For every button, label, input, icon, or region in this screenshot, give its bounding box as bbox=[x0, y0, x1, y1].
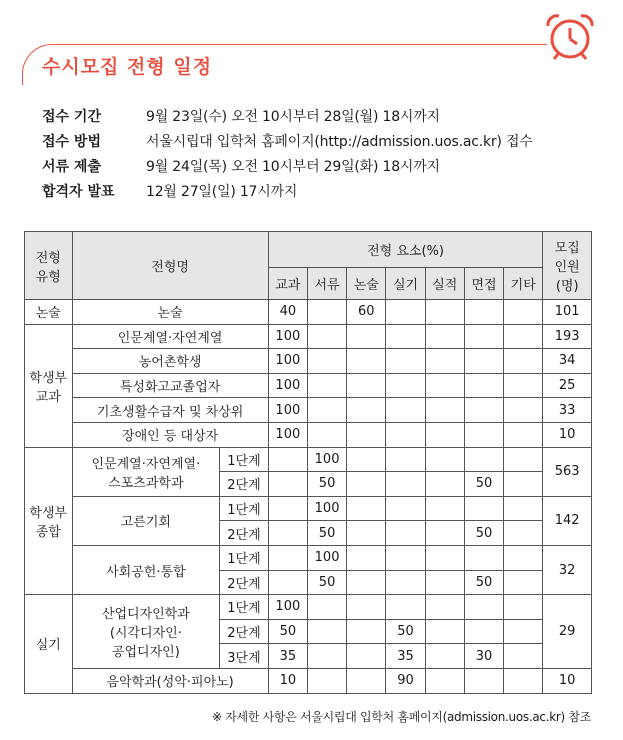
value-cell: 100 bbox=[268, 422, 307, 447]
header-sub: 실기 bbox=[386, 268, 425, 300]
header-elements: 전형 요소(%) bbox=[268, 232, 543, 268]
stage-cell: 1단계 bbox=[220, 595, 269, 620]
value-cell: 100 bbox=[268, 373, 307, 398]
table-row bbox=[25, 373, 592, 398]
value-cell: 90 bbox=[386, 668, 425, 693]
name-cell: 특성화고교졸업자 bbox=[72, 373, 268, 398]
info-label: 서류 제출 bbox=[42, 158, 101, 175]
capacity-cell: 142 bbox=[543, 496, 592, 545]
value-cell: 100 bbox=[307, 447, 346, 472]
name-cell: 장애인 등 대상자 bbox=[72, 422, 268, 447]
info-value: 12월 27일(일) 17시까지 bbox=[146, 183, 298, 200]
header-name: 전형명 bbox=[72, 232, 268, 300]
stage-cell: 3단계 bbox=[220, 644, 269, 669]
table-row bbox=[25, 324, 592, 349]
value-cell: 100 bbox=[268, 324, 307, 349]
footnote: ※ 자세한 사항은 서울시립대 입학처 홈페이지(admission.uos.ac.kr) 참조 bbox=[211, 710, 591, 724]
name-cell: 논술 bbox=[72, 300, 268, 325]
stage-cell: 2단계 bbox=[220, 472, 269, 497]
name-cell: 인문계열·자연계열 bbox=[72, 324, 268, 349]
capacity-cell: 29 bbox=[543, 595, 592, 669]
value-cell: 30 bbox=[464, 644, 503, 669]
value-cell: 50 bbox=[386, 619, 425, 644]
title-frame bbox=[22, 34, 602, 84]
stage-cell: 1단계 bbox=[220, 545, 269, 570]
table-row bbox=[25, 545, 592, 570]
header-sub: 교과 bbox=[268, 268, 307, 300]
value-cell: 10 bbox=[268, 668, 307, 693]
value-cell: 100 bbox=[268, 595, 307, 620]
alarm-clock-icon bbox=[542, 12, 598, 62]
value-cell: 60 bbox=[347, 300, 386, 325]
value-cell: 50 bbox=[464, 472, 503, 497]
capacity-cell: 10 bbox=[543, 422, 592, 447]
header-sub: 기타 bbox=[504, 268, 543, 300]
title-frame-line bbox=[62, 44, 547, 45]
value-cell: 40 bbox=[268, 300, 307, 325]
header-sub: 실적 bbox=[425, 268, 464, 300]
info-label: 합격자 발표 bbox=[42, 183, 115, 200]
value-cell: 50 bbox=[464, 521, 503, 546]
capacity-cell: 193 bbox=[543, 324, 592, 349]
type-cell: 학생부 종합 bbox=[25, 447, 73, 595]
schedule-info bbox=[42, 103, 533, 203]
table-row bbox=[25, 447, 592, 472]
info-row-announcement bbox=[42, 178, 533, 203]
value-cell: 50 bbox=[268, 619, 307, 644]
value-cell: 100 bbox=[268, 349, 307, 374]
table-row bbox=[25, 668, 592, 693]
value-cell: 50 bbox=[464, 570, 503, 595]
header-type: 전형 유형 bbox=[25, 232, 73, 300]
schedule-table bbox=[24, 231, 592, 694]
type-cell: 논술 bbox=[25, 300, 73, 325]
info-label: 접수 방법 bbox=[42, 133, 101, 150]
info-row-method bbox=[42, 128, 533, 153]
table-row bbox=[25, 496, 592, 521]
value-cell: 50 bbox=[307, 570, 346, 595]
stage-cell: 1단계 bbox=[220, 496, 269, 521]
name-cell: 산업디자인학과 (시각디자인· 공업디자인) bbox=[72, 595, 220, 669]
table-row bbox=[25, 300, 592, 325]
value-cell: 100 bbox=[307, 545, 346, 570]
name-cell: 사회공헌·통합 bbox=[72, 545, 220, 594]
capacity-cell: 34 bbox=[543, 349, 592, 374]
info-row-documents bbox=[42, 153, 533, 178]
capacity-cell: 10 bbox=[543, 668, 592, 693]
page-title: 수시모집 전형 일정 bbox=[42, 56, 213, 78]
value-cell: 100 bbox=[307, 496, 346, 521]
value-cell: 35 bbox=[268, 644, 307, 669]
header-sub: 서류 bbox=[307, 268, 346, 300]
table-row bbox=[25, 422, 592, 447]
capacity-cell: 563 bbox=[543, 447, 592, 496]
info-row-period bbox=[42, 103, 533, 128]
info-value: 9월 24일(목) 오전 10시부터 29일(화) 18시까지 bbox=[146, 158, 440, 175]
stage-cell: 2단계 bbox=[220, 619, 269, 644]
value-cell: 50 bbox=[307, 521, 346, 546]
table-row bbox=[25, 398, 592, 423]
type-cell: 실기 bbox=[25, 595, 73, 693]
capacity-cell: 101 bbox=[543, 300, 592, 325]
name-cell: 고른기회 bbox=[72, 496, 220, 545]
header-capacity: 모집 인원 (명) bbox=[543, 232, 592, 300]
capacity-cell: 25 bbox=[543, 373, 592, 398]
type-cell: 학생부 교과 bbox=[25, 324, 73, 447]
name-cell: 농어촌학생 bbox=[72, 349, 268, 374]
stage-cell: 2단계 bbox=[220, 570, 269, 595]
info-label: 접수 기간 bbox=[42, 108, 101, 125]
value-cell: 100 bbox=[268, 398, 307, 423]
name-cell: 기초생활수급자 및 차상위 bbox=[72, 398, 268, 423]
capacity-cell: 32 bbox=[543, 545, 592, 594]
header-sub: 면접 bbox=[464, 268, 503, 300]
info-value: 서울시립대 입학처 홈페이지(http://admission.uos.ac.kr) 접수 bbox=[146, 133, 533, 150]
stage-cell: 1단계 bbox=[220, 447, 269, 472]
header-sub: 논술 bbox=[347, 268, 386, 300]
value-cell: 50 bbox=[307, 472, 346, 497]
info-value: 9월 23일(수) 오전 10시부터 28일(월) 18시까지 bbox=[146, 108, 440, 125]
table-row bbox=[25, 349, 592, 374]
table-row bbox=[25, 595, 592, 620]
stage-cell: 2단계 bbox=[220, 521, 269, 546]
name-cell: 음악학과(성악·피아노) bbox=[72, 668, 268, 693]
name-cell: 인문계열·자연계열· 스포츠과학과 bbox=[72, 447, 220, 496]
capacity-cell: 33 bbox=[543, 398, 592, 423]
value-cell: 35 bbox=[386, 644, 425, 669]
